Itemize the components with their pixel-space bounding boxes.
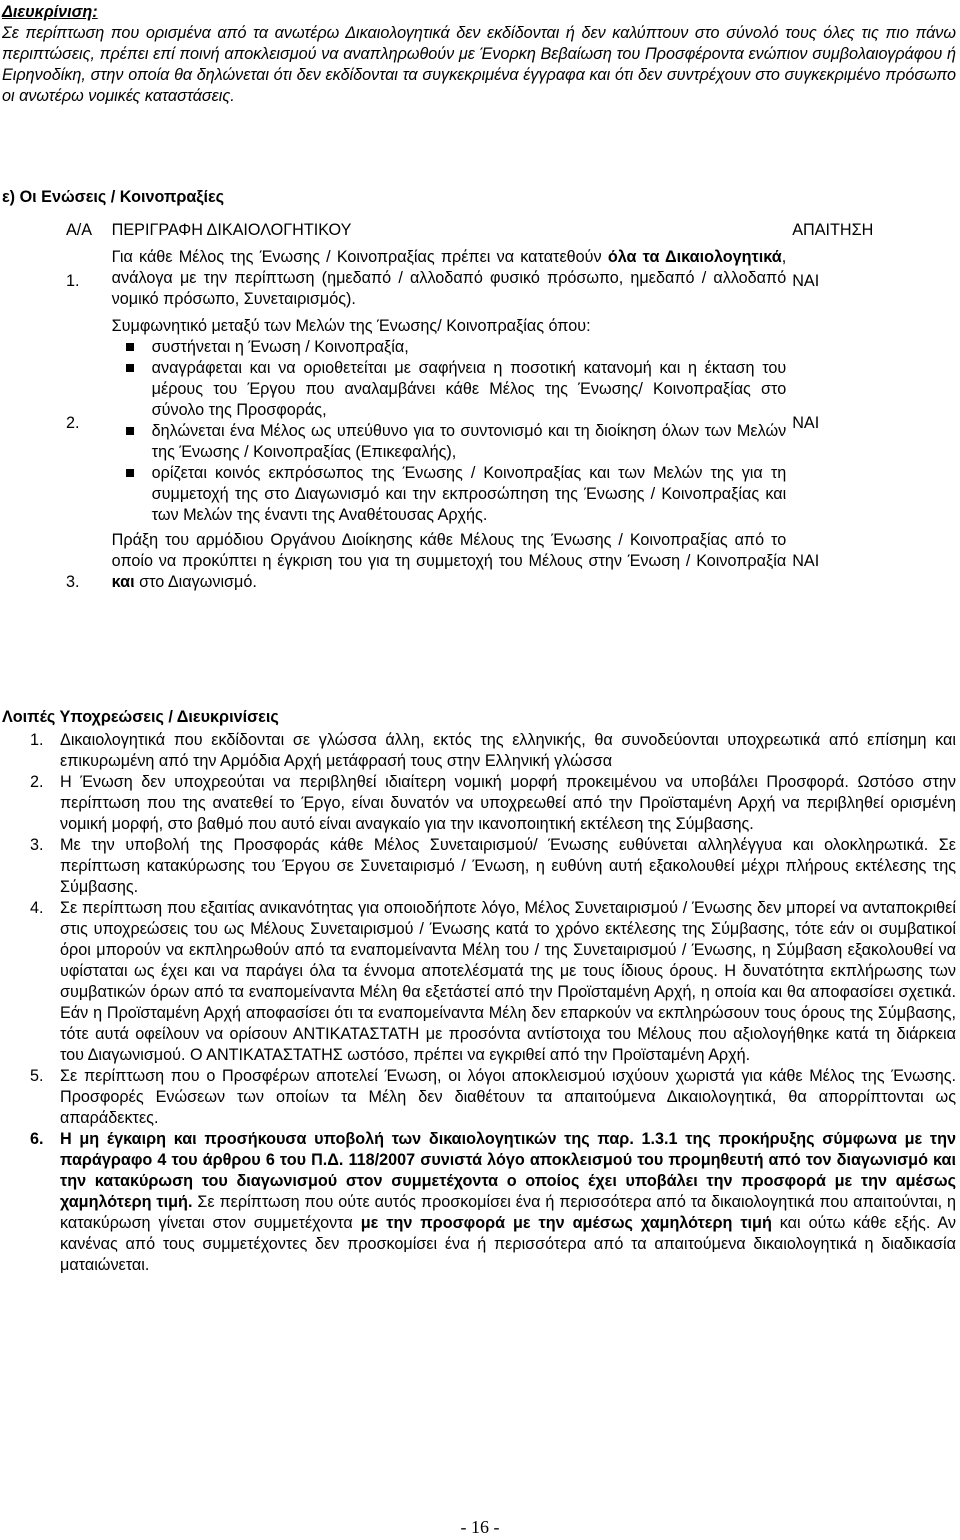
header-req: ΑΠΑΙΤΗΣΗ [792, 220, 874, 239]
item-text: Σε περίπτωση που εξαιτίας ανικανότητας για οποιοδήποτε λόγο, Μέλος Συνεταιρισμού / Ένωσης δεν μπορεί να ανταποκριθεί στις υποχρεώσεις του ως Μέλους Συνεταιρισμού / Ένωσης κατά το χρόνο εκτέλεσης της Σύμβασης, τότε εάν οι συμβατικοί όροι μπορούν να εκπληρωθούν από τα εναπομείναντα Μέλη του / της Συνεταιρισμού / Ένωσης, η Σύμβαση εξακολουθεί να υφίσταται ως έχει και να παράγει όλα τα έννομα αποτελέσματά της με τους ίδιους όρους. Η δυνατότητα εκπλήρωσης των συμβατικών όρων από τα εναπομείναντα Μέλη θα εξετάστεί από την Προϊσταμένη Αρχή, η οποία και θα αποφασίσει σχετικά. Εάν η Προϊσταμένη Αρχή αποφασίσει ότι τα εναπομείναντα Μέλη δεν επαρκούν να εκπληρώσουν τους όρους της Σύμβασης, τότε αυτά οφείλουν να ορίσουν ΑΝΤΙΚΑΤΑΣΤΑΤΗ με προσόντα αντίστοιχα του Μέλους που αξιολογήθηκε κατά τη διάρκεια του Διαγωνισμού. Ο ΑΝΤΙΚΑΤΑΣΤΑΤΗΣ ωστόσο, πρέπει να εγκριθεί από την Προϊσταμένη Αρχή. [60, 899, 956, 1064]
list-item: δηλώνεται ένα Μέλος ως υπεύθυνο για το συντονισμό και τη διοίκηση όλων των Μελών της Ένωσης / Κοινοπραξίας (Επικεφαλής), [151, 422, 787, 461]
item-bold-text: με την προσφορά με την αμέσως χαμηλότερη τιμή [360, 1214, 772, 1232]
item-text: Δικαιολογητικά που εκδίδονται σε γλώσσα άλλη, εκτός της ελληνικής, θα συνοδεύονται υποχρεωτικά από επίσημη και επικυρωμένη από την Αρμόδια Αρχή μετάφρασή τους στην Ελληνική γλώσσα [60, 731, 956, 770]
other-obligations-list [30, 730, 956, 1276]
clarification-title: Διευκρίνιση: [2, 3, 98, 21]
row-num: 3. [66, 573, 80, 591]
row-desc [112, 530, 793, 593]
row-desc-bold: όλα τα Δικαιολογητικά [607, 248, 782, 266]
row-desc [112, 316, 793, 530]
row-desc-text: , ανάλογα με την περίπτωση (ημεδαπό / αλλοδαπό φυσικό πρόσωπο, ημεδαπό / αλλοδαπό νομικό πρόσωπο, Συνεταιρισμός). [111, 248, 787, 308]
item-number: 1. [30, 731, 44, 749]
item-number: 2. [30, 773, 44, 791]
item-number: 6. [30, 1130, 44, 1148]
item-text: Με την υποβολή της Προσφοράς κάθε Μέλος Συνεταιρισμού/ Ένωσης ευθύνεται αλληλέγγυα και ολοκληρωτικά. Σε περίπτωση κατακύρωσης του Έργου σε Συνεταιρισμό / Ένωση, η ευθύνη αυτή εξακολουθεί μέχρι πλήρους εκτέλεσης της Σύμβασης. [60, 836, 956, 896]
item-number: 4. [30, 899, 44, 917]
row-desc-text: Πράξη του αρμόδιου Οργάνου Διοίκησης κάθε Μέλους της Ένωσης / Κοινοπραξίας από το οποίο να προκύπτει η έγκριση του για τη συμμετοχή του Μέλους στην Ένωση / Κοινοπραξία [111, 531, 787, 570]
list-item [30, 898, 956, 1066]
table-row [66, 530, 896, 593]
table-row [66, 247, 896, 316]
list-item [30, 835, 956, 898]
item-bold-text: Η μη έγκαιρη και προσήκουσα υποβολή των δικαιολογητικών της παρ. 1.3.1 της προκήρυξης σύμφωνα με την παράγραφο 4 του άρθρου 6 του Π.Δ. 118/2007 συνιστά λόγο αποκλεισμού του προμηθευτή από τον διαγωνισμό και την κατακύρωση του διαγωνισμού στον συμμετέχοντα ο οποίος έχει υποβάλει την προσφορά με την αμέσως χαμηλότερη τιμή. [60, 1130, 956, 1211]
bullet-list [112, 337, 787, 526]
row-desc-text: Για κάθε Μέλος της Ένωσης / Κοινοπραξίας πρέπει να κατατεθούν [111, 248, 608, 266]
row-req: ΝΑΙ [792, 552, 820, 570]
list-item: ορίζεται κοινός εκπρόσωπος της Ένωσης / Κοινοπραξίας και των Μελών της για τη συμμετοχή της στο Διαγωνισμό και την εκπροσώπηση της Ένωσης / Κοινοπραξίας και των Μελών της έναντι της Αναθέτουσας Αρχής. [151, 464, 787, 524]
item-text: Σε περίπτωση που ο Προσφέρων αποτελεί Ένωση, οι λόγοι αποκλεισμού ισχύουν χωριστά για κάθε Μέλος της Ένωσης. Προσφορές Ενώσεων των οποίων τα Μέλη δεν διαθέτουν τα απαιτούμενα Δικαιολογητικά, θα απορρίπτονται ως απαράδεκτες. [60, 1067, 956, 1127]
row-req: ΝΑΙ [792, 413, 820, 432]
list-item: αναγράφεται και να οριοθετείται με σαφήνεια η ποσοτική κατανομή και η έκταση του μέρους του Έργου που αναλαμβάνει κάθε Μέλος της Ένωσης/ Κοινοπραξίας στο σύνολο της Προσφοράς, [151, 359, 787, 419]
list-item [30, 1129, 956, 1276]
row-desc [112, 247, 793, 316]
list-item [30, 730, 956, 772]
header-num: Α/Α [66, 220, 93, 239]
page-number: - 16 - [460, 1517, 500, 1537]
list-item: συστήνεται η Ένωση / Κοινοπραξία, [152, 337, 787, 358]
row-num: 2. [66, 413, 80, 432]
row-num: 1. [66, 272, 80, 290]
row-req: ΝΑΙ [792, 272, 820, 290]
item-number: 5. [30, 1067, 44, 1085]
list-item [30, 1066, 956, 1129]
item-text: και ούτω κάθε εξής. Αν κανένας από τους συμμετέχοντες δεν προσκομίσει ένα ή περισσότερα από τα απαιτούμενα δικαιολογητικά η διαδικασία ματαιώνεται. [60, 1214, 956, 1274]
clarification-body: Σε περίπτωση που ορισμένα από τα ανωτέρω Δικαιολογητικά δεν εκδίδονται ή δεν καλύπτουν στο σύνολό τους όλες τις πιο πάνω περιπτώσεις, πρέπει επί ποινή αποκλεισμού να αναπληρωθούν με Ένορκη Βεβαίωση του Προσφέροντα ενώπιον συμβολαιογράφου ή Ειρηνοδίκη, στην οποία θα δηλώνεται ότι δεν εκδίδονται τα συγκεκριμένα έγγραφα και ότι δεν συντρέχουν στο συγκεκριμένο πρόσωπο οι ανωτέρω νομικές καταστάσεις. [2, 24, 956, 105]
table-row [66, 316, 896, 530]
requirements-table [66, 213, 896, 593]
item-number: 3. [30, 836, 44, 854]
other-obligations-title: Λοιπές Υποχρεώσεις / Διευκρινίσεις [2, 708, 279, 726]
header-desc: ΠΕΡΙΓΡΑΦΗ ΔΙΚΑΙΟΛΟΓΗΤΙΚΟΥ [111, 220, 352, 239]
item-text: Σε περίπτωση που ούτε αυτός προσκομίσει ένα ή περισσότερα από τα δικαιολογητικά που απαιτούνται, η κατακύρωση γίνεται στον συμμετέχοντα [60, 1193, 956, 1232]
list-item [30, 772, 956, 835]
row-desc-intro: Συμφωνητικό μεταξύ των Μελών της Ένωσης/ Κοινοπραξίας όπου: [111, 317, 591, 335]
item-text: Η Ένωση δεν υποχρεούται να περιβληθεί ιδιαίτερη νομική μορφή προκειμένου να υποβάλει Προσφορά. Ωστόσο στην περίπτωση που της ανατεθεί το Έργο, είναι δυνατόν να υποχρεωθεί από την Προϊσταμένη Αρχή να περιβληθεί ορισμένη νομική μορφή, στο βαθμό που αυτό είναι αναγκαίο για την ικανοποιητική εκτέλεση της Σύμβασης. [60, 773, 956, 833]
table-header-row [66, 213, 896, 247]
row-desc-bold: και [111, 573, 135, 591]
row-desc-text: στο Διαγωνισμό. [134, 573, 257, 591]
section-e-title: ε) Οι Ενώσεις / Κοινοπραξίες [2, 188, 225, 206]
